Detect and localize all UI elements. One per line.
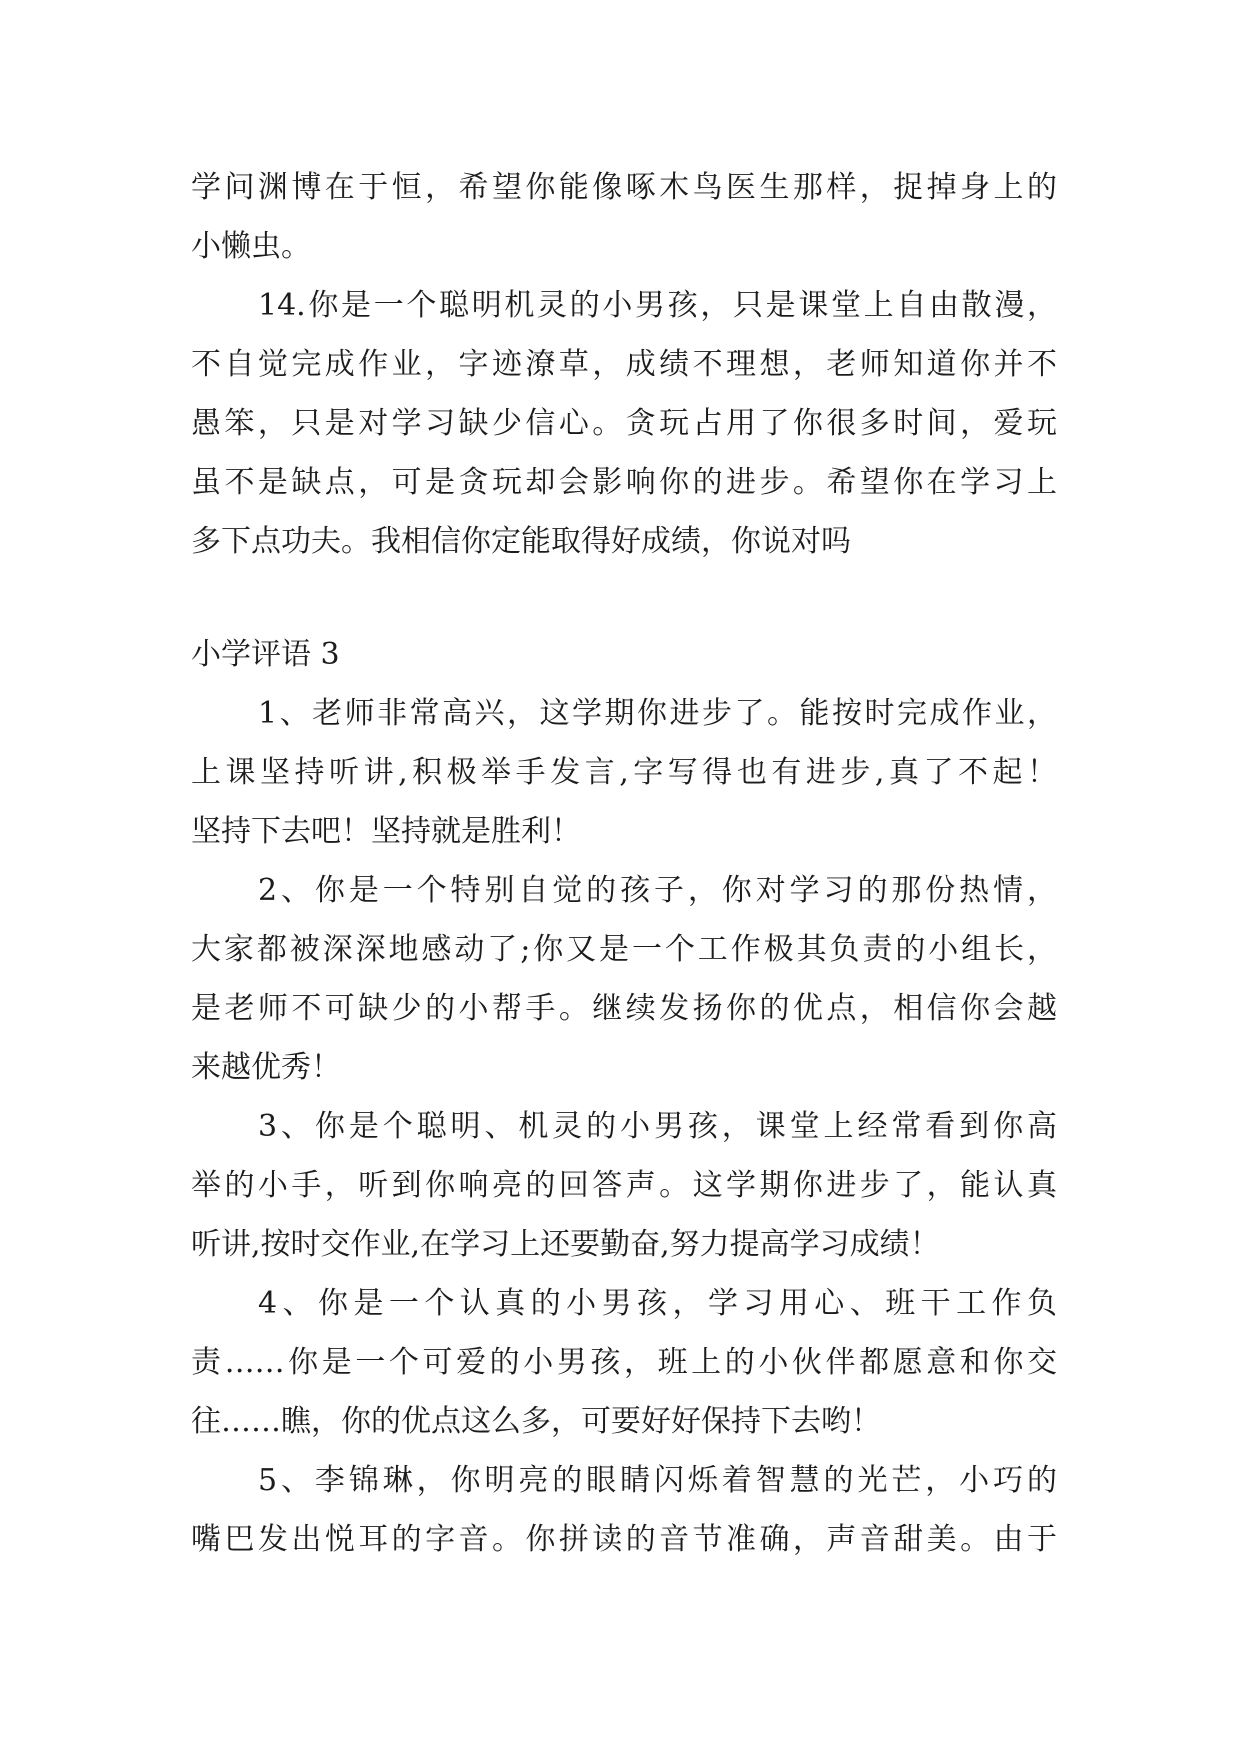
- text-line: 责……你是一个可爱的小男孩，班上的小伙伴都愿意和你交: [191, 1345, 1057, 1380]
- text-line: 多下点功夫。我相信你定能取得好成绩，你说对吗: [191, 524, 851, 559]
- text-line: 1、老师非常高兴，这学期你进步了。能按时完成作业，: [258, 696, 1057, 731]
- text-line: 来越优秀！: [191, 1050, 341, 1085]
- comment-item-5: [191, 1451, 1057, 1569]
- comment-item-2: [191, 861, 1057, 1097]
- text-line: 大家都被深深地感动了;你又是一个工作极其负责的小组长，: [191, 932, 1057, 967]
- text-line: 听讲,按时交作业,在学习上还要勤奋,努力提高学习成绩！: [191, 1227, 940, 1262]
- text-line: 是老师不可缺少的小帮手。继续发扬你的优点，相信你会越: [191, 991, 1057, 1026]
- text-line: 14.你是一个聪明机灵的小男孩，只是课堂上自由散漫，: [258, 288, 1057, 323]
- text-line: 学问渊博在于恒，希望你能像啄木鸟医生那样，捉掉身上的: [191, 170, 1057, 205]
- text-line: 4、你是一个认真的小男孩，学习用心、班干工作负: [258, 1286, 1057, 1321]
- comment-item-4: [191, 1274, 1057, 1451]
- text-line: 举的小手，听到你响亮的回答声。这学期你进步了，能认真: [191, 1168, 1057, 1203]
- text-line: 小懒虫。: [191, 229, 311, 264]
- document-body: [191, 158, 1057, 1569]
- paragraph-continued: [191, 158, 1057, 276]
- text-line: 5、李锦琳，你明亮的眼睛闪烁着智慧的光芒，小巧的: [258, 1463, 1057, 1498]
- comment-item-14: [191, 276, 1057, 571]
- text-line: 上课坚持听讲,积极举手发言,字写得也有进步,真了不起！: [191, 755, 1057, 790]
- text-line: 虽不是缺点，可是贪玩却会影响你的进步。希望你在学习上: [191, 465, 1057, 500]
- text-line: 坚持下去吧！坚持就是胜利！: [191, 814, 581, 849]
- comment-item-3: [191, 1097, 1057, 1274]
- text-line: 愚笨，只是对学习缺少信心。贪玩占用了你很多时间，爱玩: [191, 406, 1057, 441]
- section-heading: 小学评语 3: [191, 637, 340, 672]
- text-line: 不自觉完成作业，字迹潦草，成绩不理想，老师知道你并不: [191, 347, 1057, 382]
- text-line: 往……瞧，你的优点这么多，可要好好保持下去哟！: [191, 1404, 881, 1439]
- text-line: 嘴巴发出悦耳的字音。你拼读的音节准确，声音甜美。由于: [191, 1522, 1057, 1557]
- text-line: 3、你是个聪明、机灵的小男孩，课堂上经常看到你高: [258, 1109, 1057, 1144]
- text-line: 2、你是一个特别自觉的孩子，你对学习的那份热情，: [258, 873, 1057, 908]
- comment-item-1: [191, 684, 1057, 861]
